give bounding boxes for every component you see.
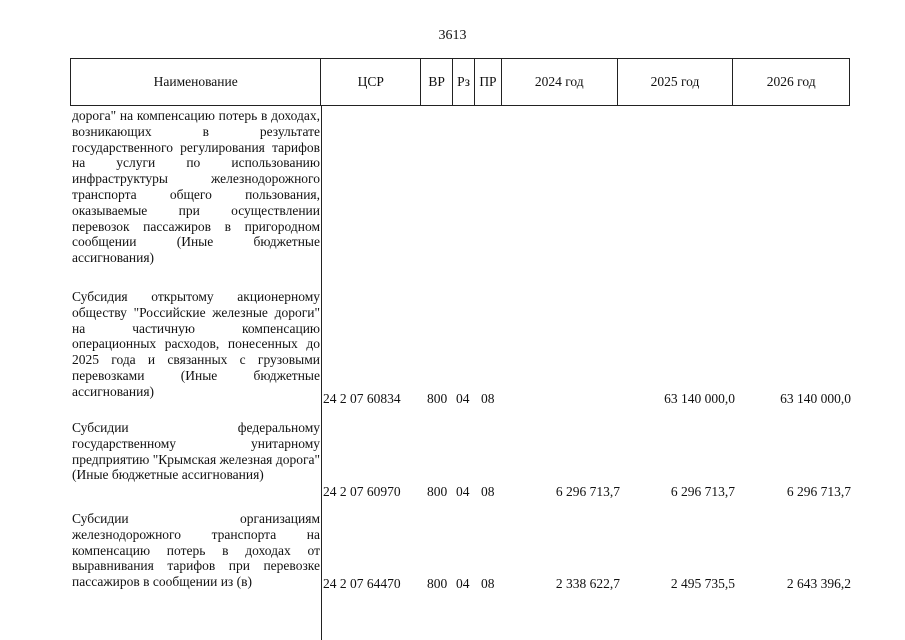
- header-vr: ВР: [421, 59, 453, 105]
- row-2026-3: 2 643 396,2: [786, 576, 851, 591]
- page-number: 3613: [438, 28, 467, 43]
- row-vr-3: 800: [427, 576, 448, 591]
- row-2025-1: 63 140 000,0: [664, 391, 735, 406]
- header-rz: Рз: [453, 59, 475, 105]
- row-2025-3: 2 495 735,5: [670, 576, 735, 591]
- row-pr-1: 08: [481, 391, 495, 406]
- header-pr: ПР: [475, 59, 502, 105]
- row-rz-2: 04: [456, 484, 470, 499]
- row-csr-3: 24 2 07 64470: [323, 576, 401, 591]
- header-name: Наименование: [71, 59, 321, 105]
- row-2025-2: 6 296 713,7: [670, 484, 735, 499]
- header-2025: 2025 год: [618, 59, 734, 105]
- row-pr-2: 08: [481, 484, 495, 499]
- row-pr-3: 08: [481, 576, 495, 591]
- header-2026: 2026 год: [766, 74, 816, 89]
- column-divider: [321, 106, 322, 640]
- row-csr-2: 24 2 07 60970: [323, 484, 401, 499]
- header-csr: ЦСР: [321, 59, 421, 105]
- row-csr-1: 24 2 07 60834: [323, 391, 401, 406]
- row-rz-1: 04: [456, 391, 470, 406]
- row-name-1: Субсидия открытому акционерному обществу "Российские железные дороги" на частичную компенсацию операционных расходов, понесенных до 2025 года и связанных с грузовыми перевозками (Иные бюджетные ассигнования): [72, 289, 320, 399]
- row-rz-3: 04: [456, 576, 470, 591]
- table-header: [70, 58, 850, 106]
- row-2024-2: 6 296 713,7: [555, 484, 620, 499]
- row-name-3: Субсидии организациям железнодорожного транспорта на компенсацию потерь в доходах от выравнивания тарифов при перевозке пассажиров в сообщении из (в): [72, 511, 320, 590]
- row-2026-2: 6 296 713,7: [786, 484, 851, 499]
- row-2026-1: 63 140 000,0: [780, 391, 851, 406]
- row-name-0: дорога" на компенсацию потерь в доходах, возникающих в результате государственного регулирования тарифов на услуги по использованию инфраструктуры железнодорожного транспорта общего пользования, оказываемые при осуществлении перевозок пассажиров в пригородном сообщении (Иные бюджетные ассигнования): [72, 108, 320, 266]
- row-2024-3: 2 338 622,7: [555, 576, 620, 591]
- row-vr-1: 800: [427, 391, 448, 406]
- row-name-2: Субсидии федеральному государственному унитарному предприятию "Крымская железная дорога" (Иные бюджетные ассигнования): [72, 420, 320, 483]
- row-vr-2: 800: [427, 484, 448, 499]
- header-2024: 2024 год: [502, 59, 618, 105]
